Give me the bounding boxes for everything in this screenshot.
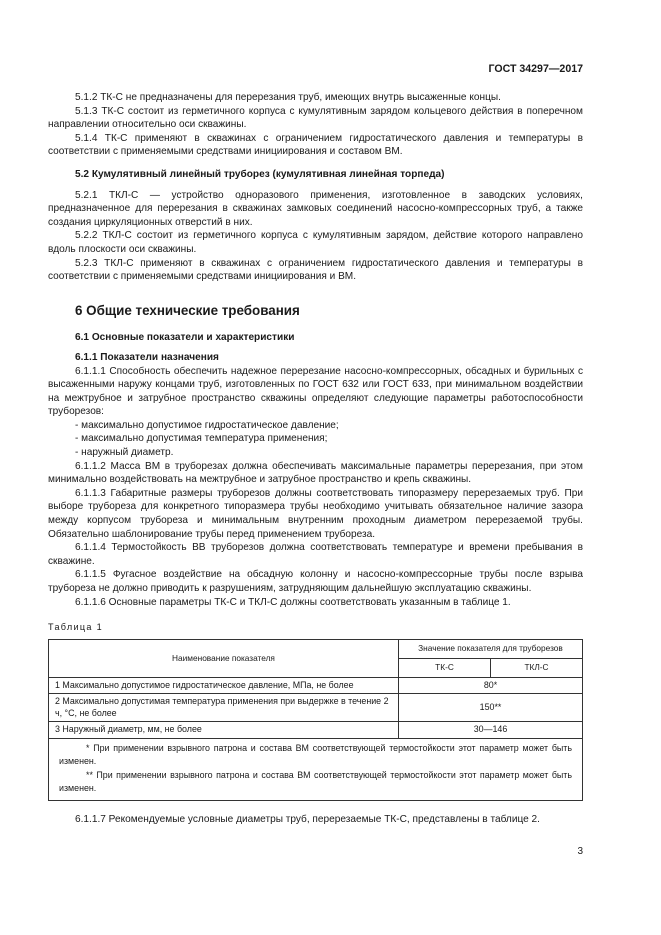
table-row bbox=[49, 722, 583, 739]
section-6-heading: 6 Общие технические требования bbox=[75, 302, 300, 318]
list-item: - максимально допустимая температура применения; bbox=[75, 433, 328, 445]
table-row bbox=[49, 677, 583, 694]
table-footnote: ** При применении взрывного патрона и состава ВМ соответствующей термостойкости этот параметр может быть изменен. bbox=[59, 769, 572, 793]
table-cell-name: 2 Максимально допустимая температура применения при выдержке в течение 2 ч, °С, не более bbox=[49, 694, 399, 722]
page-number: 3 bbox=[577, 846, 583, 857]
table-cell-name: 1 Максимально допустимое гидростатическое давление, МПа, не более bbox=[49, 677, 399, 694]
paragraph-6-1-1-5: 6.1.1.5 Фугасное воздействие на обсадную колонну и насосно-компрессорные трубы после взрыва трубореза не должно приводить к разрушениям, затрудняющим дальнейшую эксплуатацию скважины. bbox=[48, 569, 583, 594]
paragraph-6-1-1-7: 6.1.1.7 Рекомендуемые условные диаметры труб, перерезаемые ТК-С, представлены в таблице 2. bbox=[75, 813, 540, 825]
paragraph-5-1-2: 5.1.2 ТК-С не предназначены для перерезания труб, имеющих внутрь высаженные концы. bbox=[75, 92, 501, 103]
parameters-table bbox=[48, 639, 583, 801]
column-header-name: Наименование показателя bbox=[49, 639, 399, 677]
table-caption: Таблица 1 bbox=[48, 622, 103, 633]
paragraph-6-1-1-3: 6.1.1.3 Габаритные размеры труборезов должны соответствовать типоразмеру перерезаемых труб. При выборе трубореза для конкретного типоразмера трубы необходимо учитывать обязательное наличие зазора между корпусом трубореза и минимальным внутренним проходным диаметром перерезаемой трубы. Обязательно шаблонирование трубы перед применением трубореза. bbox=[48, 487, 583, 540]
section-6-1-1-heading: 6.1.1 Показатели назначения bbox=[75, 351, 219, 363]
table-row bbox=[49, 694, 583, 722]
paragraph-6-1-1-2: 6.1.1.2 Масса ВМ в труборезах должна обеспечивать максимальные параметры перерезания, при этом минимально воздействовать на межтрубное и затрубное пространство и крепь скважины. bbox=[48, 460, 583, 486]
table-cell-value: 30—146 bbox=[399, 722, 583, 739]
section-5-2-heading: 5.2 Кумулятивный линейный труборез (кумулятивная линейная торпеда) bbox=[75, 168, 445, 180]
column-header-group: Значение показателя для труборезов bbox=[399, 639, 583, 658]
paragraph-6-1-1-1: 6.1.1.1 Способность обеспечить надежное перерезание насосно-компрессорных, обсадных и бурильных с высаженными наружу концами труб, изготовленных по ГОСТ 632 или ГОСТ 633, при минимальном воздействии на межтрубное и затрубное пространство скважины определяют следующие параметры работоспособности труборезов: bbox=[48, 365, 583, 418]
list-item: - максимально допустимое гидростатическое давление; bbox=[75, 419, 339, 431]
paragraph-5-2-2: 5.2.2 ТКЛ-С состоит из герметичного корпуса с кумулятивным зарядом, действие которого направлено вдоль плоскости оси скважины. bbox=[48, 230, 583, 255]
table-cell-value: 150** bbox=[399, 694, 583, 722]
page-content bbox=[48, 91, 583, 826]
table-cell-name: 3 Наружный диаметр, мм, не более bbox=[49, 722, 399, 739]
list-item: - наружный диаметр. bbox=[75, 447, 174, 459]
table-footnote: * При применении взрывного патрона и состава ВМ соответствующей термостойкости этот параметр может быть изменен. bbox=[59, 742, 572, 766]
paragraph-5-2-3: 5.2.3 ТКЛ-С применяют в скважинах с ограничением гидростатического давления и температуры в соответствии с применяемыми средствами инициирования и ВМ. bbox=[48, 257, 583, 283]
section-6-1-heading: 6.1 Основные показатели и характеристики bbox=[75, 332, 295, 344]
paragraph-6-1-1-6: 6.1.1.6 Основные параметры ТК-С и ТКЛ-С должны соответствовать указанным в таблице 1. bbox=[75, 596, 511, 608]
table-notes-row bbox=[49, 738, 583, 800]
document-header: ГОСТ 34297—2017 bbox=[488, 63, 583, 75]
paragraph-5-1-4: 5.1.4 ТК-С применяют в скважинах с ограничением гидростатического давления и температуры в соответствии с применяемыми средствами инициирования и составом ВМ. bbox=[48, 132, 583, 158]
paragraph-6-1-1-4: 6.1.1.4 Термостойкость ВВ труборезов должна соответствовать температуре и времени пребывания в скважине. bbox=[48, 542, 583, 567]
table-notes bbox=[49, 738, 583, 800]
paragraph-5-1-3: 5.1.3 ТК-С состоит из герметичного корпуса с кумулятивным зарядом кольцевого действия в поперечном направлении относительно оси скважины. bbox=[48, 105, 583, 131]
table-cell-value: 80* bbox=[399, 677, 583, 694]
column-header-tkl-s: ТКЛ-С bbox=[491, 658, 583, 677]
paragraph-5-2-1: 5.2.1 ТКЛ-С — устройство одноразового применения, изготовленное в заводских условиях, предназначенное для перерезания в скважинах замковых соединений насосно-компрессорных труб, а также создания циркуляционных отверстий в них. bbox=[48, 189, 583, 228]
column-header-tk-s: ТК-С bbox=[399, 658, 491, 677]
